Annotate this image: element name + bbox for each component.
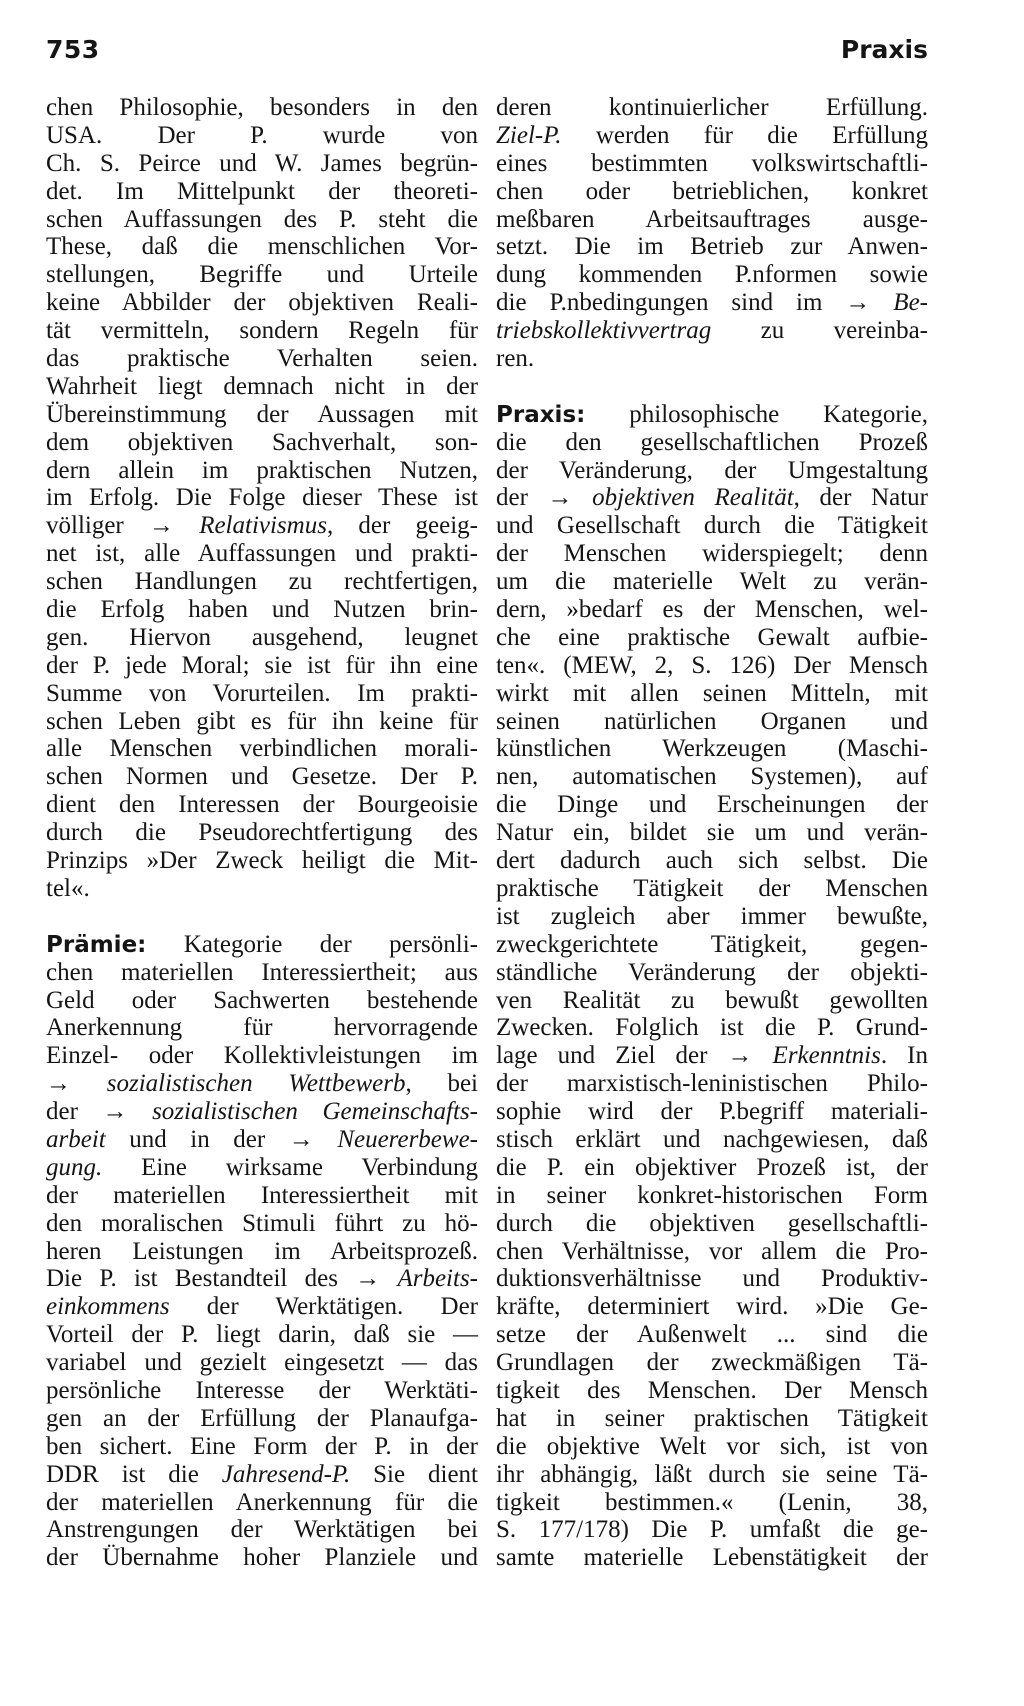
entry-praemie: [46, 931, 478, 1572]
left-column-continuation: [46, 94, 478, 903]
text-line: im Erfolg. Die Folge dieser These ist: [46, 484, 478, 512]
text-line: Einzel- oder Kollektivleistungen im: [46, 1042, 478, 1070]
entry-first-line-text: Kategorie der persönli-: [183, 930, 478, 958]
text-line: These, daß die menschlichen Vor-: [46, 233, 478, 261]
text-line: duktionsverhältnisse und Produktiv-: [496, 1265, 928, 1293]
text-line: Ziel-P. werden für die Erfüllung: [496, 121, 928, 149]
left-column: [46, 94, 478, 1572]
text-line: durch die Pseudorechtfertigung des: [46, 819, 478, 847]
text-line: eines bestimmten volkswirtschaftli-: [496, 149, 928, 177]
text-line: ten«. (MEW, 2, S. 126) Der Mensch: [496, 651, 928, 679]
text-line: schen Auffassungen des P. steht die: [46, 205, 478, 233]
text-line: seinen natürlichen Organen und: [496, 707, 928, 735]
text-line: net ist, alle Auffassungen und prakti-: [46, 540, 478, 568]
text-line: Grundlagen der zweckmäßigen Tä-: [496, 1349, 928, 1377]
text-line: alle Menschen verbindlichen morali-: [46, 735, 478, 763]
text-line: triebskollektivvertrag zu vereinba-: [496, 317, 928, 345]
text-line: variabel und gezielt eingesetzt — das: [46, 1349, 478, 1377]
text-line: arbeit und in der → Neuererbewe-: [46, 1125, 478, 1153]
text-line: Die P. ist Bestandteil des → Arbeits-: [46, 1265, 478, 1293]
text-line: Zwecken. Folglich ist die P. Grund-: [496, 1014, 928, 1042]
text-line: chen Verhältnisse, vor allem die Pro-: [496, 1237, 928, 1265]
text-line: zweckgerichtete Tätigkeit, gegen-: [496, 930, 928, 958]
text-line: meßbaren Arbeitsauftrages ausge-: [496, 205, 928, 233]
text-line: der materiellen Anerkennung für die: [46, 1488, 478, 1516]
text-line: stisch erklärt und nachgewiesen, daß: [496, 1125, 928, 1153]
text-line: der → sozialistischen Gemeinschafts-: [46, 1098, 479, 1126]
text-line: der → objektiven Realität, der Natur: [496, 484, 929, 512]
text-line: Anstrengungen der Werktätigen bei: [46, 1516, 478, 1544]
text-line: der marxistisch-leninistischen Philo-: [496, 1070, 928, 1098]
text-line: nen, automatischen Systemen), auf: [496, 763, 928, 791]
text-line: die P. ein objektiver Prozeß ist, der: [496, 1153, 928, 1181]
entry-first-line: [46, 931, 478, 959]
text-line: Wahrheit liegt demnach nicht in der: [46, 372, 478, 400]
text-line: einkommens der Werktätigen. Der: [46, 1293, 478, 1321]
entry-first-line: [496, 401, 928, 429]
text-line: → sozialistischen Wettbewerb, bei: [46, 1070, 478, 1098]
page-number: 753: [46, 35, 100, 64]
text-line: ständliche Veränderung der objekti-: [496, 958, 928, 986]
text-line: die Erfolg haben und Nutzen brin-: [46, 596, 478, 624]
text-line: ihr abhängig, läßt durch sie seine Tä-: [496, 1460, 928, 1488]
text-line: DDR ist die Jahresend-P. Sie dient: [46, 1460, 478, 1488]
text-line: chen Philosophie, besonders in den: [46, 94, 478, 121]
text-line: persönliche Interesse der Werktäti-: [46, 1376, 478, 1404]
text-line: chen materiellen Interessiertheit; aus: [46, 958, 478, 986]
entry-body: [496, 429, 928, 1573]
text-line: tät vermitteln, sondern Regeln für: [46, 317, 478, 345]
text-line: wirkt mit allen seinen Mitteln, mit: [496, 679, 928, 707]
text-line: USA. Der P. wurde von: [46, 121, 478, 149]
entry-separator: [46, 903, 478, 931]
text-line: Vorteil der P. liegt darin, daß sie —: [46, 1321, 478, 1349]
text-line: schen Leben gibt es für ihn keine für: [46, 707, 478, 735]
text-line: det. Im Mittelpunkt der theoreti-: [46, 177, 478, 205]
text-line: Natur ein, bildet sie um und verän-: [496, 819, 928, 847]
text-line: die objektive Welt vor sich, ist von: [496, 1432, 928, 1460]
text-line: um die materielle Welt zu verän-: [496, 568, 928, 596]
text-line: das praktische Verhalten seien.: [46, 345, 478, 373]
text-line: dert dadurch auch sich selbst. Die: [496, 847, 928, 875]
text-line: ben sichert. Eine Form der P. in der: [46, 1432, 478, 1460]
entry-body: [46, 959, 478, 1573]
text-line: gen an der Erfüllung der Planaufga-: [46, 1404, 478, 1432]
text-line: den moralischen Stimuli führt zu hö-: [46, 1209, 478, 1237]
text-line: Geld oder Sachwerten bestehende: [46, 986, 478, 1014]
text-line: dient den Interessen der Bourgeoisie: [46, 791, 478, 819]
entry-first-line-text: philosophische Kategorie,: [629, 400, 928, 428]
text-line: schen Handlungen zu rechtfertigen,: [46, 568, 478, 596]
entry-headword: Praxis:: [496, 401, 586, 428]
text-line: künstlichen Werkzeugen (Maschi-: [496, 735, 928, 763]
text-line: deren kontinuierlicher Erfüllung.: [496, 94, 928, 121]
text-line: che eine praktische Gewalt aufbie-: [496, 623, 928, 651]
text-line: sophie wird der P.begriff materiali-: [496, 1098, 928, 1126]
entry-separator: [496, 373, 928, 401]
text-line: die Dinge und Erscheinungen der: [496, 791, 928, 819]
entry-praxis: [496, 401, 928, 1572]
text-line: gung. Eine wirksame Verbindung: [46, 1153, 478, 1181]
text-line: Anerkennung für hervorragende: [46, 1014, 478, 1042]
text-line: setzt. Die im Betrieb zur Anwen-: [496, 233, 928, 261]
text-line: ren.: [496, 345, 535, 373]
text-line: ven Realität zu bewußt gewollten: [496, 986, 928, 1014]
text-line: Übereinstimmung der Aussagen mit: [46, 400, 478, 428]
text-line: völliger → Relativismus, der geeig-: [46, 512, 479, 540]
text-line: kräfte, determiniert wird. »Die Ge-: [496, 1293, 928, 1321]
text-line: chen oder betrieblichen, konkret: [496, 177, 928, 205]
text-line: und Gesellschaft durch die Tätigkeit: [496, 512, 928, 540]
running-head: Praxis: [840, 35, 928, 64]
text-line: schen Normen und Gesetze. Der P.: [46, 763, 478, 791]
text-line: der materiellen Interessiertheit mit: [46, 1181, 478, 1209]
text-line: stellungen, Begriffe und Urteile: [46, 261, 478, 289]
text-line: dem objektiven Sachverhalt, son-: [46, 428, 478, 456]
right-column-continuation: [496, 94, 928, 373]
entry-headword: Prämie:: [46, 931, 147, 958]
text-line: ist zugleich aber immer bewußte,: [496, 902, 928, 930]
text-line: setze der Außenwelt ... sind die: [496, 1321, 928, 1349]
text-line: durch die objektiven gesellschaftli-: [496, 1209, 928, 1237]
text-line: lage und Ziel der → Erkenntnis. In: [496, 1042, 928, 1070]
text-line: samte materielle Lebenstätigkeit der: [496, 1544, 928, 1572]
text-line: der Veränderung, der Umgestaltung: [496, 456, 928, 484]
text-line: in seiner konkret-historischen Form: [496, 1181, 928, 1209]
text-line: Summe von Vorurteilen. Im prakti-: [46, 679, 478, 707]
text-line: gen. Hiervon ausgehend, leugnet: [46, 623, 478, 651]
text-line: Ch. S. Peirce und W. James begrün-: [46, 149, 478, 177]
text-line: die den gesellschaftlichen Prozeß: [496, 428, 928, 456]
text-line: dung kommenden P.nformen sowie: [496, 261, 928, 289]
text-line: dern allein im praktischen Nutzen,: [46, 456, 478, 484]
text-line: tigkeit bestimmen.« (Lenin, 38,: [496, 1488, 928, 1516]
text-line: praktische Tätigkeit der Menschen: [496, 874, 928, 902]
text-line: dern, »bedarf es der Menschen, wel-: [496, 596, 928, 624]
right-column: [496, 94, 928, 1572]
text-line: hat in seiner praktischen Tätigkeit: [496, 1404, 928, 1432]
text-line: der Übernahme hoher Planziele und: [46, 1544, 478, 1572]
text-line: der Menschen widerspiegelt; denn: [496, 540, 928, 568]
text-line: der P. jede Moral; sie ist für ihn eine: [46, 651, 478, 679]
text-line: S. 177/178) Die P. umfaßt die ge-: [496, 1516, 928, 1544]
text-line: keine Abbilder der objektiven Reali-: [46, 289, 478, 317]
text-line: heren Leistungen im Arbeitsprozeß.: [46, 1237, 478, 1265]
text-line: tel«.: [46, 874, 90, 902]
text-line: die P.nbedingungen sind im → Be-: [496, 289, 928, 317]
text-line: Prinzips »Der Zweck heiligt die Mit-: [46, 847, 478, 875]
text-line: tigkeit des Menschen. Der Mensch: [496, 1376, 928, 1404]
